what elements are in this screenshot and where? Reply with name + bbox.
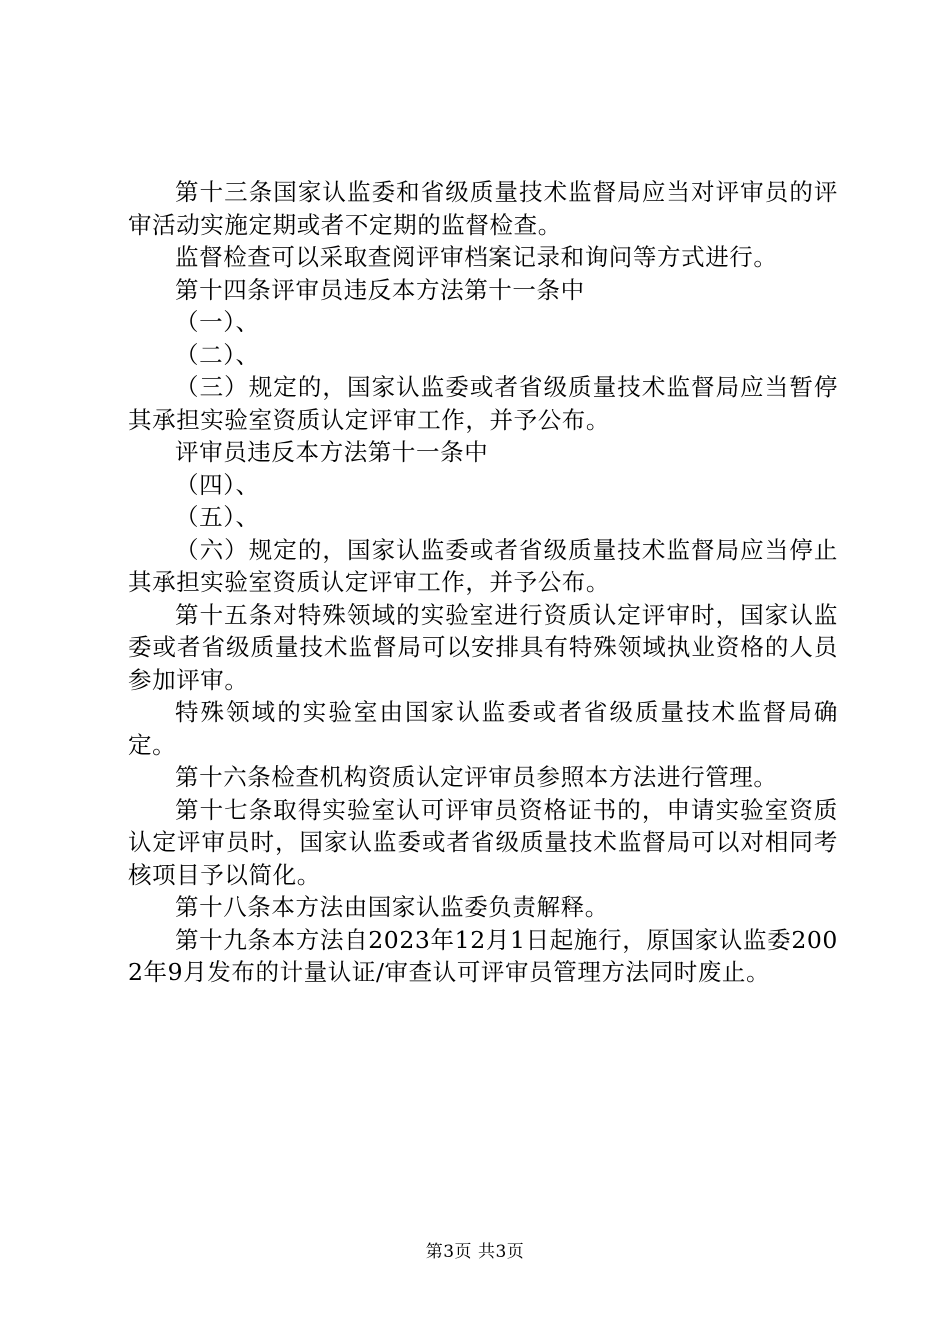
paragraph-article-13: 第十三条国家认监委和省级质量技术监督局应当对评审员的评审活动实施定期或者不定期的监督检查。 <box>128 178 838 239</box>
paragraph-article-17: 第十七条取得实验室认可评审员资格证书的，申请实验室资质认定评审员时，国家认监委或者省级质量技术监督局可以对相同考核项目予以简化。 <box>128 795 838 889</box>
paragraph-article-14: 第十四条评审员违反本方法第十一条中 <box>175 275 585 304</box>
document-body <box>128 176 838 989</box>
paragraph-article-15: 第十五条对特殊领域的实验室进行资质认定评审时，国家认监委或者省级质量技术监督局可以安排具有特殊领域执业资格的人员参加评审。 <box>128 600 838 694</box>
page-footer: 第3页 共3页 <box>425 1242 525 1262</box>
paragraph-supervision-method: 监督检查可以采取查阅评审档案记录和询问等方式进行。 <box>175 243 778 271</box>
paragraph-special-fields: 特殊领域的实验室由国家认监委或者省级质量技术监督局确定。 <box>128 698 838 759</box>
paragraph-violation-clause: 评审员违反本方法第十一条中 <box>175 438 489 466</box>
paragraph-item-4: （四）、 <box>175 470 260 499</box>
paragraph-item-1: （一）、 <box>175 308 260 336</box>
paragraph-article-18: 第十八条本方法由国家认监委负责解释。 <box>175 893 609 921</box>
paragraph-article-19: 第十九条本方法自2023年12月1日起施行，原国家认监委2002年9月发布的计量认证/审查认可评审员管理方法同时废止。 <box>128 925 838 986</box>
paragraph-item-6: （六）规定的，国家认监委或者省级质量技术监督局应当停止其承担实验室资质认定评审工作，并予公布。 <box>128 535 838 596</box>
paragraph-item-2: （二）、 <box>175 340 260 369</box>
paragraph-article-16: 第十六条检查机构资质认定评审员参照本方法进行管理。 <box>175 763 778 791</box>
paragraph-item-3: （三）规定的，国家认监委或者省级质量技术监督局应当暂停其承担实验室资质认定评审工作，并予公布。 <box>128 373 838 434</box>
paragraph-item-5: （五）、 <box>175 503 260 531</box>
